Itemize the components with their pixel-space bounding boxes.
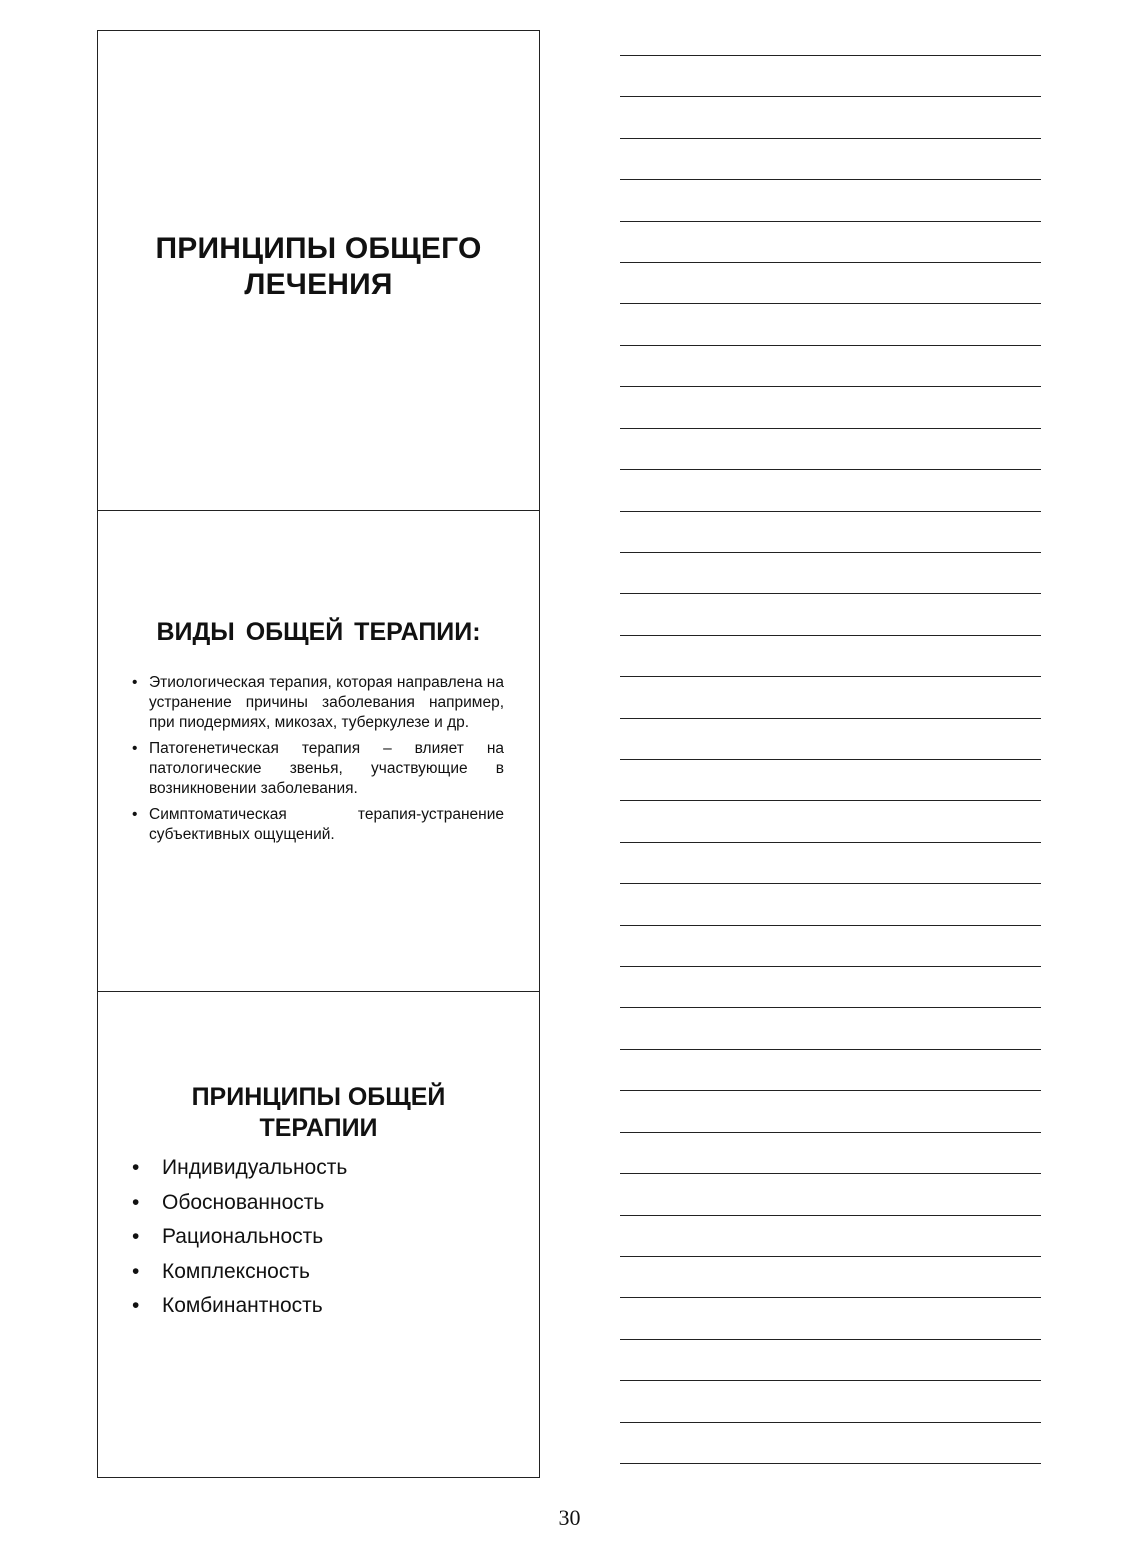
list-item-text: Комбинантность [162,1294,323,1317]
list-item-text: Комплексность [162,1259,310,1283]
note-line [620,511,1041,512]
list-item-text: Этиологическая терапия, которая направлена на устранение причины заболевания например, при пиодермиях, микозах, туберкулезе и др. [149,674,504,731]
list-item [132,1255,347,1290]
note-line [620,179,1041,180]
note-line [620,1422,1041,1423]
note-line [620,469,1041,470]
slide-2-title: ВИДЫ ОБЩЕЙ ТЕРАПИИ: [156,618,481,646]
note-line [620,966,1041,967]
note-line [620,1297,1041,1298]
note-line [620,1256,1041,1257]
note-line [620,883,1041,884]
note-line [620,552,1041,553]
note-line [620,925,1041,926]
slide-3 [98,991,539,1477]
note-line [620,428,1041,429]
slide-1-title-line: ПРИНЦИПЫ ОБЩЕГО [155,232,482,265]
list-item-text: Индивидуальность [162,1156,348,1179]
note-line [620,1007,1041,1008]
slide-3-title-line: ПРИНЦИПЫ ОБЩЕЙ [191,1083,446,1111]
note-line [620,96,1041,97]
slide-1-title [98,231,539,303]
bullet-icon: • [132,740,138,757]
slide-1-title-line: ЛЕЧЕНИЯ [244,268,393,301]
slide-2-bullet-list [132,673,504,851]
note-line [620,262,1041,263]
slide-2 [98,510,539,991]
bullet-icon: • [132,1190,140,1214]
bullet-icon: • [132,1259,140,1283]
note-line [620,800,1041,801]
list-item [132,673,504,733]
note-line [620,759,1041,760]
notes-lines-area [620,0,1041,1500]
note-line [620,718,1041,719]
list-item-text: Симптоматическая терапия-устранение субъективных ощущений. [149,806,504,843]
bullet-icon: • [132,1225,140,1248]
note-line [620,1380,1041,1381]
slide-3-title-line: ТЕРАПИИ [259,1114,378,1142]
list-item [132,1186,347,1221]
note-line [620,842,1041,843]
note-line [620,345,1041,346]
page-number: 30 [558,1505,581,1530]
slide-3-bullet-list [132,1151,347,1324]
bullet-icon: • [132,674,138,691]
list-item [132,1289,347,1324]
note-line [620,221,1041,222]
note-line [620,1215,1041,1216]
note-line [620,1339,1041,1340]
note-line [620,1173,1041,1174]
bullet-icon: • [132,1156,140,1179]
list-item [132,805,504,845]
list-item [132,739,504,799]
slide-stack [97,30,540,1478]
note-line [620,676,1041,677]
note-line [620,55,1041,56]
note-line [620,1049,1041,1050]
list-item-text: Обоснованность [162,1190,325,1214]
note-line [620,593,1041,594]
note-line [620,1090,1041,1091]
slide-1 [98,31,539,510]
bullet-icon: • [132,806,138,823]
note-line [620,386,1041,387]
slide-3-title [98,1082,539,1144]
note-line [620,635,1041,636]
bullet-icon: • [132,1294,140,1317]
list-item [132,1220,347,1255]
note-line [620,1463,1041,1464]
list-item-text: Патогенетическая терапия – влияет на патологические звенья, участвующие в возникновении заболевания. [149,740,504,797]
list-item-text: Рациональность [162,1225,324,1248]
note-line [620,303,1041,304]
list-item [132,1151,347,1186]
note-line [620,138,1041,139]
note-line [620,1132,1041,1133]
